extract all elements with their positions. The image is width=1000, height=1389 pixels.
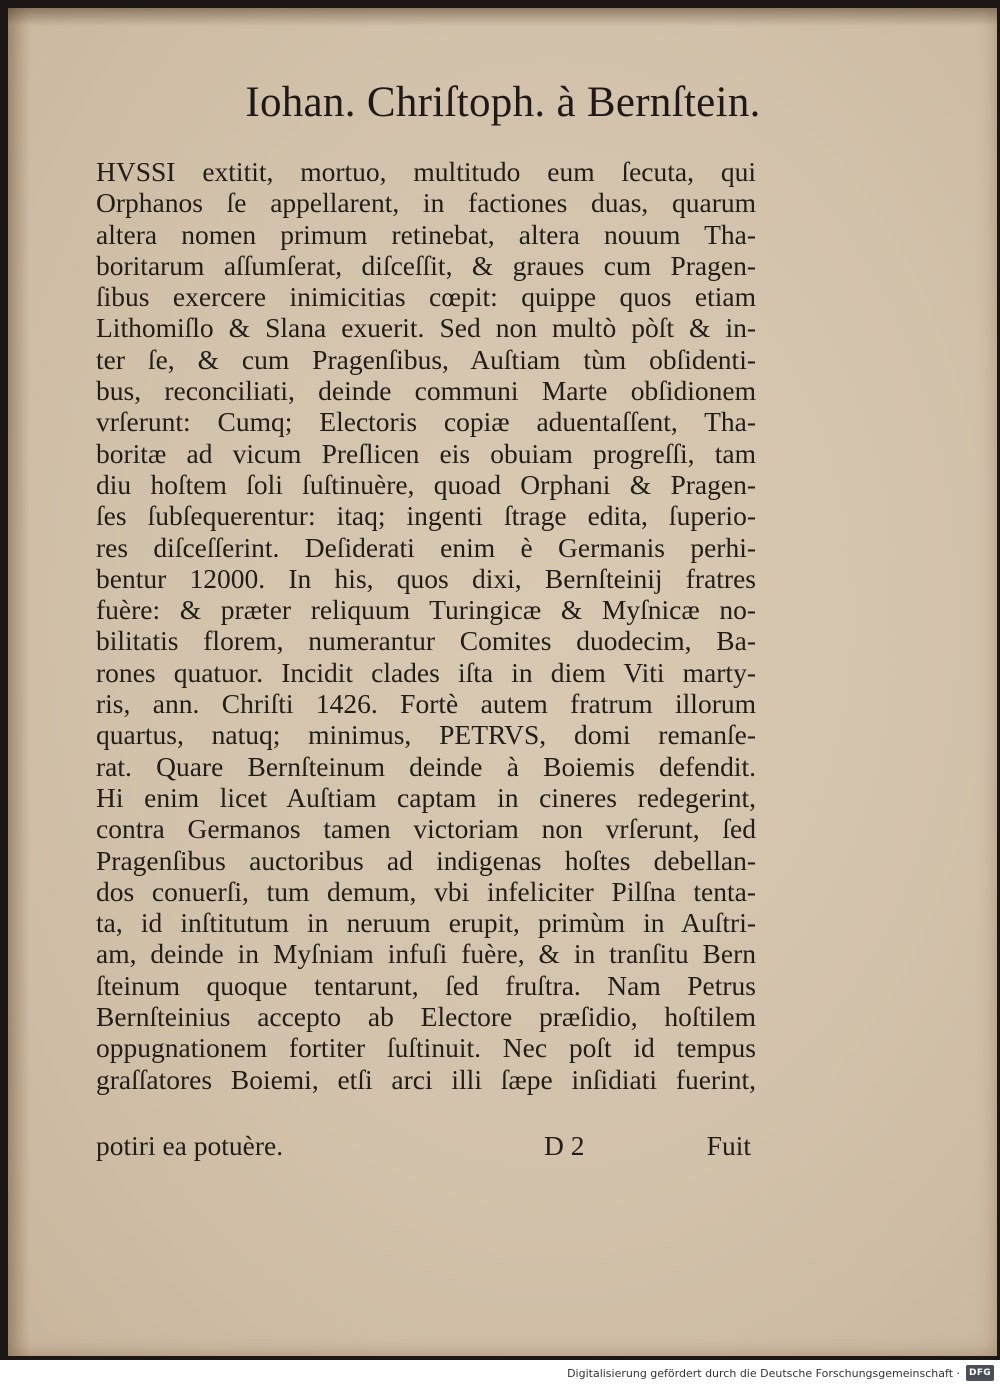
text-line: ta, id inſtitutum in neruum erupit, primùm in Auſtri- xyxy=(96,907,756,939)
text-line: Hi enim licet Auſtiam captam in cineres redegerint, xyxy=(96,781,756,813)
text-line: HVSSI extitit, mortuo, multitudo eum ſecuta, qui xyxy=(96,156,756,187)
final-text-line: potiri ea potuère. xyxy=(96,1130,284,1161)
text-line: bilitatis florem, numerantur Comites duodecim, Ba- xyxy=(96,625,756,657)
text-line: Pragenſibus auctoribus ad indigenas hoſtes debellan- xyxy=(96,844,756,876)
text-line: contra Germanos tamen victoriam non vrſerunt, ſed xyxy=(96,813,756,845)
running-head: Iohan. Chriſtoph. à Bernſtein. xyxy=(245,79,761,126)
text-line: Bernſteinius accepto ab Electore præſidio, hoſtilem xyxy=(96,1001,756,1033)
text-line: ſibus exercere inimicitias cœpit: quippe quos etiam xyxy=(96,281,756,313)
funding-notice: Digitalisierung gefördert durch die Deutsche Forschungsgemeinschaft · xyxy=(567,1367,960,1380)
text-line: res diſceſſerint. Deſiderati enim è Germanis perhi- xyxy=(96,531,756,563)
text-line: altera nomen primum retinebat, altera nouum Tha- xyxy=(96,218,756,250)
text-line: oppugnationem fortiter ſuſtinuit. Nec poſt id tempus xyxy=(96,1032,756,1064)
dfg-logo-text: DFG xyxy=(969,1368,991,1378)
text-line: dos conuerſi, tum demum, vbi infeliciter Pilſna tenta- xyxy=(96,875,756,907)
funding-bar xyxy=(0,1360,1000,1389)
text-line: diu hoſtem ſoli ſuſtinuère, quoad Orphani & Pragen- xyxy=(96,468,756,500)
text-line: Lithomiſlo & Slana exuerit. Sed non multò pòſt & in- xyxy=(96,312,756,344)
text-line: Orphanos ſe appellarent, in factiones duas, quarum xyxy=(96,187,756,219)
gutter-shadow xyxy=(8,8,30,1356)
book-page xyxy=(8,8,997,1356)
text-line: rat. Quare Bernſteinum deinde à Boiemis defendit. xyxy=(96,750,756,782)
top-edge-shadow xyxy=(8,8,997,26)
text-line: fuère: & præter reliquum Turingicæ & Myſnicæ no- xyxy=(96,594,756,626)
text-line: ter ſe, & cum Pragenſibus, Auſtiam tùm obſidenti- xyxy=(96,343,756,375)
text-line: ris, ann. Chriſti 1426. Fortè autem fratrum illorum xyxy=(96,688,756,720)
signature-mark: D 2 xyxy=(544,1130,585,1161)
text-line: rones quatuor. Incidit clades iſta in diem Viti marty- xyxy=(96,656,756,688)
text-line: am, deinde in Myſniam infuſi fuère, & in tranſitu Bern xyxy=(96,938,756,970)
text-line: boritarum aſſumſerat, diſceſſit, & graues cum Pragen- xyxy=(96,249,756,281)
dfg-logo xyxy=(966,1365,994,1381)
catchword: Fuit xyxy=(706,1130,751,1161)
text-line: ſteinum quoque tentarunt, ſed fruſtra. Nam Petrus xyxy=(96,969,756,1001)
text-line: quartus, natuq; minimus, PETRVS, domi remanſe- xyxy=(96,719,756,751)
text-line: graſſatores Boiemi, etſi arci illi ſæpe inſidiati fuerint, xyxy=(96,1063,756,1095)
text-line: ſes ſubſequerentur: itaq; ingenti ſtrage edita, ſuperio- xyxy=(96,500,756,532)
text-line: bus, reconciliati, deinde communi Marte obſidionem xyxy=(96,375,756,407)
text-line: boritæ ad vicum Preſlicen eis obuiam progreſſi, tam xyxy=(96,437,756,469)
footer-line xyxy=(96,1130,751,1162)
body-text xyxy=(96,156,756,1095)
text-line: bentur 12000. In his, quos dixi, Bernſteinij fratres xyxy=(96,562,756,594)
text-line: vrſerunt: Cumq; Electoris copiæ aduentaſſent, Tha- xyxy=(96,406,756,438)
